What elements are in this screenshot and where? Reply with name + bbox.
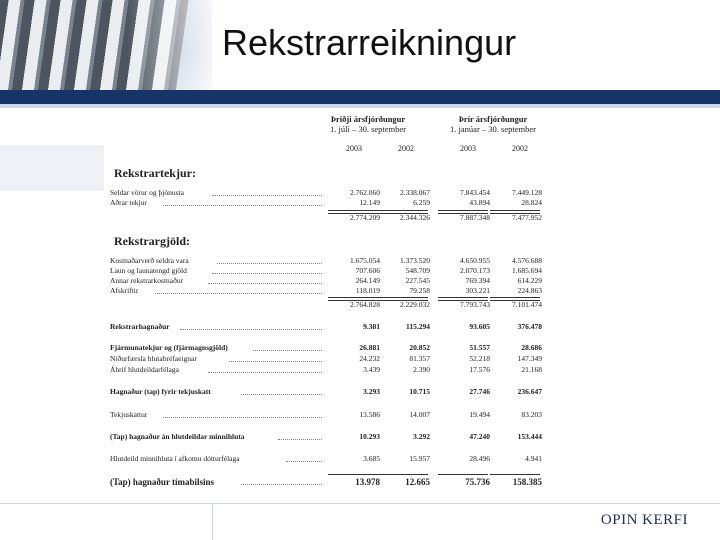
row-value: 2.774.209 — [350, 213, 380, 222]
row-value: 158.385 — [512, 477, 542, 487]
row-value: 264.149 — [355, 276, 380, 285]
total-rule — [378, 300, 428, 301]
row-value: 28.686 — [521, 343, 542, 352]
row-value: 4.576.688 — [512, 256, 542, 265]
table-row — [110, 477, 548, 489]
header-bar-highlight — [0, 104, 720, 108]
row-value: 7.101.474 — [512, 300, 542, 309]
total-rule — [328, 210, 378, 211]
row-value: 2.390 — [413, 365, 430, 374]
company-logo: OPIN KERFI — [600, 512, 688, 528]
row-value: 2.762.060 — [350, 188, 380, 197]
row-value: 14.007 — [409, 410, 430, 419]
row-label: Niðurfærsla hlutabréfaeignar — [110, 354, 197, 363]
row-value: 376.478 — [517, 322, 542, 331]
section-expenses: Rekstrargjöld: — [114, 234, 190, 248]
row-value: 2.764.828 — [350, 300, 380, 309]
total-rule — [328, 297, 378, 298]
table-row — [110, 188, 548, 198]
year-2002-q3: 2002 — [398, 144, 414, 153]
row-value: 75.736 — [465, 477, 490, 487]
row-label: Tekjuskattur — [110, 410, 148, 419]
row-value: 24.232 — [359, 354, 380, 363]
row-value: 7.887.348 — [460, 213, 490, 222]
row-label: (Tap) hagnaður tímabilsins — [110, 477, 215, 487]
total-rule — [328, 474, 378, 475]
row-value: 10.293 — [359, 432, 380, 441]
row-value: 15.957 — [409, 454, 430, 463]
row-value: 7.793.743 — [460, 300, 490, 309]
row-value: 26.881 — [359, 343, 380, 352]
row-value: 13.586 — [359, 410, 380, 419]
q3-header: Þriðji ársfjórðungur 1. júlí – 30. september — [329, 114, 406, 134]
row-value: 2.070.173 — [460, 266, 490, 275]
table-row — [110, 454, 548, 464]
row-value: 227.545 — [405, 276, 430, 285]
year-2002-ytd: 2002 — [512, 144, 528, 153]
row-value: 28.496 — [469, 454, 490, 463]
row-value: 3.292 — [413, 432, 430, 441]
table-row — [110, 256, 548, 266]
row-value: 548.709 — [405, 266, 430, 275]
footer-divider — [0, 503, 720, 504]
row-label: Kostnaðarverð seldra vara — [110, 256, 189, 265]
slide-title: Rekstrarreikningur — [222, 22, 517, 63]
table-row — [110, 343, 548, 353]
row-value: 19.494 — [469, 410, 490, 419]
row-value: 1.675.054 — [350, 256, 380, 265]
row-value: 12.665 — [405, 477, 430, 487]
row-label: Áhrif hlutdeildarfélaga — [110, 365, 179, 374]
row-value: 614.229 — [517, 276, 542, 285]
row-value: 224.863 — [517, 286, 542, 295]
row-value: 4.650.955 — [460, 256, 490, 265]
row-label: Laun og launatengd gjöld — [110, 266, 187, 275]
row-value: 7.843.454 — [460, 188, 490, 197]
row-value: 153.444 — [517, 432, 542, 441]
total-rule — [378, 213, 428, 214]
row-value: 236.647 — [517, 387, 542, 396]
row-value: 47.240 — [469, 432, 490, 441]
row-value: 6.259 — [413, 198, 430, 207]
table-row — [110, 354, 548, 364]
row-value: 3.439 — [363, 365, 380, 374]
table-row — [110, 432, 548, 442]
row-value: 115.294 — [406, 322, 430, 331]
footer-vertical-divider — [212, 503, 213, 540]
row-value: 118.019 — [355, 286, 380, 295]
row-value: 83.203 — [521, 410, 542, 419]
table-row — [110, 322, 548, 332]
row-value: 769.394 — [465, 276, 490, 285]
income-statement — [108, 110, 548, 496]
row-value: 707.606 — [355, 266, 380, 275]
total-rule — [378, 474, 428, 475]
row-value: 20.852 — [409, 343, 430, 352]
row-value: 27.746 — [469, 387, 490, 396]
row-value: 93.605 — [469, 322, 490, 331]
row-value: 51.557 — [469, 343, 490, 352]
row-value: 2.344.326 — [400, 213, 430, 222]
row-label: Hagnaður (tap) fyrir tekjuskatt — [110, 387, 211, 396]
row-value: 52.218 — [469, 354, 490, 363]
total-rule — [438, 474, 488, 475]
row-value: 21.168 — [521, 365, 542, 374]
year-2003-q3: 2003 — [346, 144, 362, 153]
table-row — [110, 300, 548, 310]
year-2003-ytd: 2003 — [460, 144, 476, 153]
row-value: 4.941 — [525, 454, 542, 463]
table-row — [110, 266, 548, 276]
row-value: 81.357 — [409, 354, 430, 363]
total-rule — [490, 474, 540, 475]
table-row — [110, 410, 548, 420]
photo-reflection — [0, 145, 104, 191]
total-rule — [438, 213, 488, 214]
row-value: 12.149 — [359, 198, 380, 207]
total-rule — [378, 210, 428, 211]
ytd-header: Þrír ársfjórðungur 1. janúar – 30. september — [450, 114, 536, 134]
table-row — [110, 276, 548, 286]
row-label: Fjármunatekjur og (fjármagnsgjöld) — [110, 343, 228, 352]
row-label: Seldar vörur og þjónusta — [110, 188, 184, 197]
table-row — [110, 387, 548, 397]
row-value: 1.373.520 — [400, 256, 430, 265]
row-value: 7.449.128 — [512, 188, 542, 197]
total-rule — [438, 300, 488, 301]
row-value: 303.221 — [465, 286, 490, 295]
row-label: Aðrar tekjur — [110, 198, 147, 207]
section-income: Rekstrartekjur: — [114, 166, 196, 180]
row-label: Annar rekstrarkostnaður — [110, 276, 184, 285]
row-value: 1.685.694 — [512, 266, 542, 275]
table-row — [110, 286, 548, 296]
row-value: 7.477.952 — [512, 213, 542, 222]
total-rule — [438, 210, 488, 211]
table-row — [110, 213, 548, 223]
row-value: 79.258 — [409, 286, 430, 295]
row-value: 28.824 — [521, 198, 542, 207]
header-bar — [0, 90, 720, 104]
row-value: 10.715 — [409, 387, 430, 396]
total-rule — [328, 300, 378, 301]
row-label: (Tap) hagnaður án hlutdeildar minnihluta — [110, 432, 245, 441]
row-value: 9.381 — [363, 322, 380, 331]
total-rule — [490, 297, 540, 298]
row-value: 17.576 — [469, 365, 490, 374]
row-label: Hlutdeild minnihluta í afkomu dótturfélaga — [110, 454, 240, 463]
row-label: Afskriftir — [110, 286, 139, 295]
row-value: 147.349 — [517, 354, 542, 363]
total-rule — [490, 213, 540, 214]
total-rule — [490, 300, 540, 301]
row-label: Rekstrarhagnaður — [110, 322, 170, 331]
row-value: 2.338.067 — [400, 188, 430, 197]
table-row — [110, 365, 548, 375]
table-row — [110, 198, 548, 208]
total-rule — [328, 213, 378, 214]
header-building-photo — [0, 0, 212, 90]
row-value: 3.293 — [363, 387, 380, 396]
row-value: 43.894 — [469, 198, 490, 207]
total-rule — [490, 210, 540, 211]
total-rule — [438, 297, 488, 298]
total-rule — [378, 297, 428, 298]
row-value: 3.685 — [363, 454, 380, 463]
row-value: 2.229.032 — [400, 300, 430, 309]
row-value: 13.978 — [355, 477, 380, 487]
